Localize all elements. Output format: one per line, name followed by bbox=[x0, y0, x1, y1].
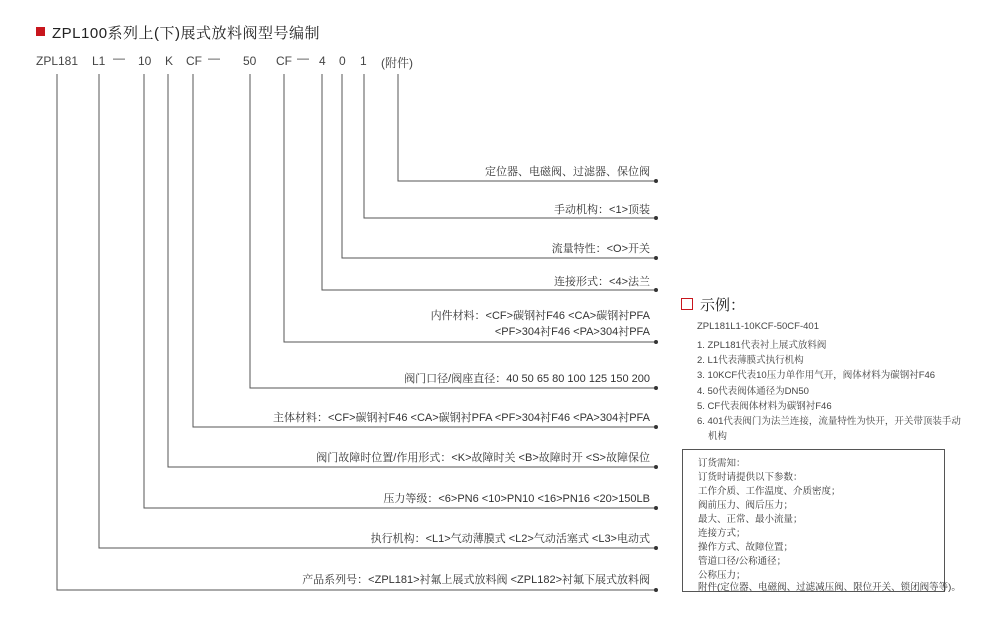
example-line-4: 4. 50代表阀体通径为DN50 bbox=[697, 386, 809, 397]
code-actuator: L1 bbox=[92, 54, 106, 68]
dot bbox=[654, 288, 658, 292]
code-fail-position: K bbox=[165, 54, 174, 68]
dot bbox=[654, 179, 658, 183]
notice-line: 附件(定位器、电磁阀、过滤减压阀、限位开关、锁闭阀等等)。 bbox=[698, 582, 961, 593]
notice-line: 订货时请提供以下参数： bbox=[698, 472, 803, 483]
dot bbox=[654, 340, 658, 344]
code-body-material: CF bbox=[186, 54, 202, 68]
dot bbox=[654, 386, 658, 390]
dot bbox=[654, 425, 658, 429]
code-series: ZPL181 bbox=[36, 54, 79, 68]
desc-pressure: 压力等级：<6>PN6 <10>PN10 <16>PN16 <20>150LB bbox=[383, 493, 650, 505]
dot bbox=[654, 256, 658, 260]
example-model: ZPL181L1-10KCF-50CF-401 bbox=[697, 321, 819, 332]
connector-manual bbox=[364, 74, 655, 218]
code-dash-2: — bbox=[208, 51, 220, 65]
desc-diameter: 阀门口径/阀座直径：40 50 65 80 100 125 150 200 bbox=[404, 373, 650, 385]
notice-line: 工作介质、工作温度、介质密度； bbox=[698, 486, 841, 497]
example-line-2: 2. L1代表薄膜式执行机构 bbox=[697, 355, 804, 366]
code-connection: 4 bbox=[319, 54, 326, 68]
code-pressure: 10 bbox=[138, 54, 152, 68]
desc-manual: 手动机构：<1>顶装 bbox=[554, 204, 650, 216]
desc-body-material: 主体材料：<CF>碳钢衬F46 <CA>碳钢衬PFA <PF>304衬F46 <PA>304衬PFA bbox=[273, 412, 650, 424]
example-line-5: 5. CF代表阀体材料为碳钢衬F46 bbox=[697, 401, 832, 412]
notice-line: 阀前压力、阀后压力； bbox=[698, 500, 794, 511]
desc-fail-position: 阀门故障时位置/作用形式：<K>故障时关 <B>故障时开 <S>故障保位 bbox=[316, 452, 650, 464]
example-line-1: 1. ZPL181代表衬上展式放料阀 bbox=[697, 340, 827, 351]
desc-connection: 连接形式：<4>法兰 bbox=[554, 276, 650, 288]
notice-line: 订货需知： bbox=[698, 458, 746, 469]
example-line-3: 3. 10KCF代表10压力单作用气开，阀体材料为碳钢衬F46 bbox=[697, 370, 936, 381]
code-dash-3: — bbox=[297, 51, 309, 65]
dot bbox=[654, 506, 658, 510]
dot bbox=[654, 465, 658, 469]
example-line-6-cont: 机构 bbox=[708, 431, 728, 442]
dot bbox=[654, 546, 658, 550]
desc-actuator: 执行机构：<L1>气动薄膜式 <L2>气动活塞式 <L3>电动式 bbox=[370, 533, 650, 545]
code-manual: 1 bbox=[360, 54, 367, 68]
desc-flow: 流量特性：<O>开关 bbox=[551, 243, 650, 255]
notice-line: 操作方式、故障位置； bbox=[698, 542, 794, 553]
desc-trim-material-2: <PF>304衬F46 <PA>304衬PFA bbox=[494, 326, 650, 338]
notice-line: 管道口径/公称通径； bbox=[698, 556, 787, 567]
connector-pressure bbox=[144, 74, 655, 508]
example-line-6: 6. 401代表阀门为法兰连接，流量特性为快开，开关带顶装手动 bbox=[697, 416, 961, 427]
dot bbox=[654, 588, 658, 592]
notice-line: 最大、正常、最小流量； bbox=[698, 514, 803, 525]
code-accessory: (附件) bbox=[381, 56, 413, 70]
dot bbox=[654, 216, 658, 220]
code-flow: 0 bbox=[339, 54, 346, 68]
desc-trim-material: 内件材料：<CF>碳钢衬F46 <CA>碳钢衬PFA bbox=[430, 310, 650, 322]
notice-line: 公称压力； bbox=[698, 570, 746, 581]
desc-accessory: 定位器、电磁阀、过滤器、保位阀 bbox=[485, 166, 650, 178]
code-trim-material: CF bbox=[276, 54, 292, 68]
code-dash-1: — bbox=[113, 51, 125, 65]
example-title: 示例： bbox=[700, 297, 746, 314]
page-title: ZPL100系列上(下)展式放料阀型号编制 bbox=[52, 25, 321, 42]
code-diameter: 50 bbox=[243, 54, 257, 68]
notice-line: 连接方式； bbox=[698, 528, 746, 539]
desc-series: 产品系列号：<ZPL181>衬氟上展式放料阀 <ZPL182>衬氟下展式放料阀 bbox=[302, 574, 650, 586]
example-marker bbox=[681, 298, 693, 310]
connector-diameter bbox=[250, 74, 655, 388]
order-notice-box bbox=[682, 449, 961, 593]
